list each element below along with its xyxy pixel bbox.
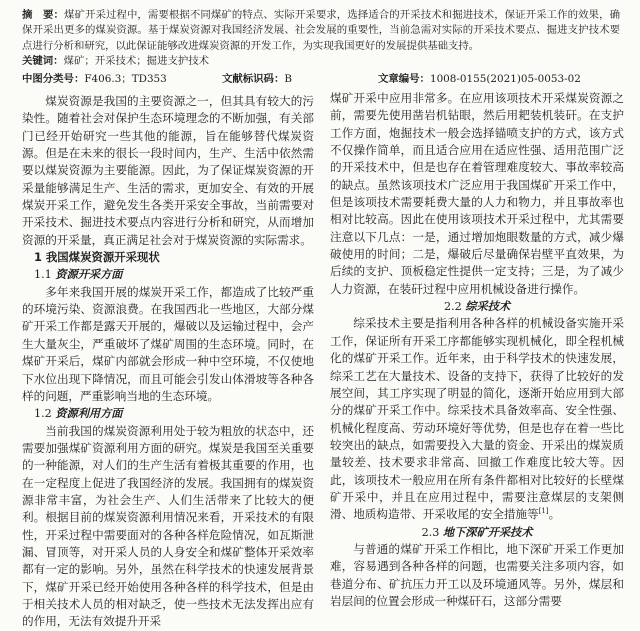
keywords-label: 关键词：: [22, 54, 64, 67]
section-2-3-paragraph: 与普通的煤矿开采工作相比，地下深矿开采工作更加难，容易遇到各种各样的问题，也需要关注多项内容，如巷道分布、矿抗压力开工以及环境通风等。另外，煤层和岩层间的位置会形成一种煤矸石，这部分需要: [330, 541, 624, 608]
doc-code-label: 文献标识码：: [222, 73, 285, 85]
article-no-value: 1008-0155(2021)05-0053-02: [429, 73, 581, 85]
section-2-2-end: 。: [548, 507, 561, 522]
section-1-2-heading: [22, 405, 314, 422]
section-1-1-number: 1.1: [34, 268, 52, 282]
section-1-1-paragraph: 多年来我国开展的煤炭开采工作，都造成了比较严重的环境污染、资源浪费。在我国西北一些地区，大部分煤矿开采工作都是露天开展的，爆破以及运输过程中，会产生大量灰尘，严重破坏了煤矿周围的生态环境。同时，在煤矿开采后，煤矿内部就会形成一种中空环境，不仅使地下水位出现下降情况，而且可能会引发山体滑坡等各种各样的问题，严重影响当地的生态环境。: [22, 284, 314, 403]
document-code: [222, 70, 292, 85]
section-2-3-number: 2.3: [421, 525, 440, 539]
section-2-2-text: 综采技术主要是指利用各种各样的机械设备实施开采工作，保证所有开采工序都能够实现机械化，即全程机械化的煤矿开采工作。近年来，由于科学技术的快速发展，综采工艺在大量技术、设备的支持下，获得了比较好的发展空间，其工序实现了明显的简化，逐渐开始应用到大部分的煤矿开采工作中。综采技术具备效率高、安全性强、机械化程度高、劳动环境好等优势，但是也存在着一些比较突出的缺点，如需要投入大量的资金、开采出的煤炭质量较差、技术要求非常高、回撤工作难度比较大等。因此，该项技术一般应用在所有条件都相对比较好的长壁煤矿开采中，并且在应用过程中，需要注意煤层的支架侧滑、地质构造带、开采收尾的安全措施等: [330, 316, 624, 522]
article-number: [378, 70, 581, 85]
abstract-text: 煤矿开采过程中，需要根据不同煤矿的特点、实际开采要求，选择适合的开采技术和掘进技术，保证开采工作的效果，确保开采出更多的煤炭资源。基于煤炭资源对我国经济发展、社会发展的重要性，当前急需对实际的开采技术要点、掘进支护技术要点进行分析和研究，以此保证能够改进煤炭资源的开发工作，为实现我国更好的发展提供基础支持。: [22, 9, 621, 52]
section-2-2-number: 2.2: [443, 300, 462, 314]
section-1-heading: 1 我国煤炭资源开采现状: [34, 250, 160, 265]
clc-label: 中图分类号：: [22, 73, 85, 85]
article-no-label: 文章编号：: [378, 73, 430, 85]
keywords-line: [22, 54, 620, 69]
citation-1[interactable]: [1]: [538, 507, 549, 516]
section-1-2-title: 资源利用方面: [55, 407, 123, 421]
intro-paragraph: 煤炭资源是我国的主要资源之一，但其具有较大的污染性。随着社会对保护生态环境理念的不断加强，有关部门已经开始研究一些其他的能源，旨在能够替代煤炭资源。但是在未来的很长一段时间内，生产、生活中依然需要以煤炭资源为主要能源。因此，为了保证煤炭资源的开采量能够满足生产、生活的需求，更加安全、有效的开展煤炭开采工作，避免发生各类开采安全事故，当前需要对开采技术、掘进技术要点内容进行分析和研究，从而增加资源的开采量，真正满足社会对于煤炭资源的实际需求。: [22, 94, 314, 247]
continued-paragraph: 煤矿开采中应用非常多。在应用该项技术开采煤炭资源之前，需要先使用凿岩机钻眼，然后用耙装机装矸。在支护工作方面，炮掘技术一般会选择锚喷支护的方式，该方式不仅操作简单，而且适合应用在适应性强、适用范围广泛的开采技术中，但是也存在着管理难度较大、事故率较高的缺点。虽然该项技术广泛应用于我国煤矿开采工作中，但是该项技术需要耗费大量的人力和物力，并且事故率也相对比较高。因此在使用该项技术开采过程中，尤其需要注意以下几点：一是，通过增加炮眼数量的方式，减少爆破使用的时间；二是，爆破后尽量确保岩壁平直效果，为后续的支护、顶板稳定性提供一定支持；三是，为了减少人力资源，在装矸过程中应用机械设备进行操作。: [330, 91, 624, 296]
section-2-2-heading: [330, 298, 624, 315]
keywords-text: 煤矿；开采技术；掘进支护技术: [63, 54, 210, 67]
clc-value: F406.3；TD353: [84, 73, 167, 85]
section-1-2-paragraph: 当前我国的煤炭资源利用处于较为粗放的状态中，还需要加强煤矿资源利用方面的研究。煤炭是我国至关重要的一种能源，对人们的生产生活有着极其重要的作用，也在一定程度上促进了我国经济的发展。我国拥有的煤炭资源非常丰富，为社会生产、人们生活带来了比较大的便利。根据目前的煤炭资源利用情况来看，开采技术的有限性，开采过程中需要面对的各种各样危险情况，如瓦斯泄漏、冒顶等，对开采人员的人身安全和煤矿整体开采效率都有一定的影响。另外，虽然在科学技术的快速发展背景下，煤矿开采已经开始使用各种各样的科学技术，但是由于相关技术人员的相对缺乏，使一些技术无法发挥出应有的作用，无法有效提升开采: [22, 423, 314, 629]
left-column: [22, 93, 314, 631]
clc-number: [22, 70, 167, 85]
abstract: [22, 8, 620, 69]
section-2-3-heading: [330, 524, 624, 541]
section-2-3-title: 地下深矿开采技术: [442, 525, 533, 539]
section-1-2-number: 1.2: [34, 407, 52, 421]
section-2-2-paragraph: [330, 315, 624, 523]
section-2-2-title: 综采技术: [465, 300, 511, 314]
doc-code-value: B: [284, 73, 292, 85]
section-1-1-heading: [22, 266, 314, 283]
right-column: [330, 90, 624, 610]
section-1-1-title: 资源开采方面: [55, 268, 123, 282]
abstract-label: 摘 要：: [22, 9, 64, 21]
